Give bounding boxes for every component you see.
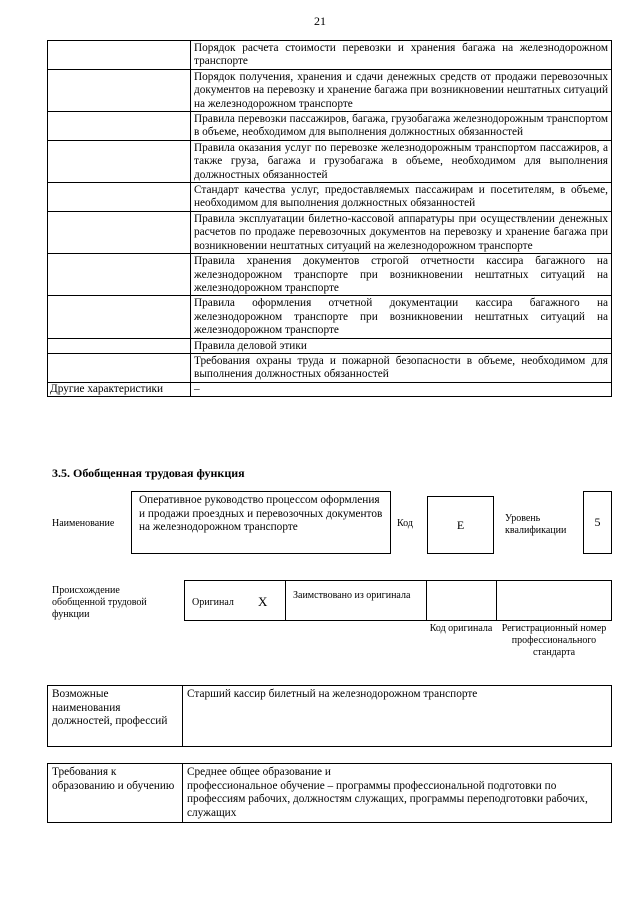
row-text: – xyxy=(191,382,612,396)
row-label xyxy=(48,338,191,353)
row-text: Правила хранения документов строгой отчетности кассира багажного на железнодорожном транспорте при возникновении нештатных ситуаций на железнодорожном транспорте xyxy=(191,254,612,296)
table-row xyxy=(48,254,612,296)
knowledge-table xyxy=(47,40,612,397)
original-label: Оригинал xyxy=(192,597,234,608)
row-label xyxy=(48,353,191,382)
row-text: Порядок получения, хранения и сдачи денежных средств от продажи перевозочных документов на перевозку и хранение багажа при возникновении нештатных ситуаций на железнодорожном транспорте xyxy=(191,69,612,111)
row-label xyxy=(48,211,191,253)
table-row xyxy=(48,112,612,141)
positions-table xyxy=(47,685,612,747)
table-row xyxy=(48,296,612,338)
table-row xyxy=(48,382,612,396)
row-text: Порядок расчета стоимости перевозки и хранения багажа на железнодорожном транспорте xyxy=(191,41,612,70)
row-label xyxy=(48,41,191,70)
table-row xyxy=(48,353,612,382)
row-label xyxy=(48,112,191,141)
table-row xyxy=(48,338,612,353)
name-label: Наименование xyxy=(52,518,115,529)
level-value: 5 xyxy=(583,491,612,554)
row-text: Правила оказания услуг по перевозке железнодорожным транспортом пассажиров, а также груза, багажа и грузобагажа в объеме, необходимом для выполнения должностных обязанностей xyxy=(191,140,612,182)
table-row xyxy=(48,69,612,111)
table-row xyxy=(48,764,612,823)
code-label: Код xyxy=(397,518,413,529)
reg-caption: Регистрационный номер профессионального стандарта xyxy=(501,623,607,658)
code-caption: Код оригинала xyxy=(429,623,493,634)
table-row xyxy=(48,41,612,70)
row-text: Правила оформления отчетной документации кассира багажного на железнодорожном транспорте при возникновении нештатных ситуаций на железнодорожном транспорте xyxy=(191,296,612,338)
row-label: Другие характеристики xyxy=(48,382,191,396)
page-number: 21 xyxy=(314,14,326,28)
row-text: Правила эксплуатации билетно-кассовой аппаратуры при осуществлении денежных расчетов по продаже перевозочных документов на перевозку и хранение багажа при возникновении нештатных ситуаций на железнодорожном транспорте xyxy=(191,211,612,253)
table-row xyxy=(48,140,612,182)
section-title: 3.5. Обобщенная трудовая функция xyxy=(52,466,245,480)
positions-value: Старший кассир билетный на железнодорожном транспорте xyxy=(183,686,612,747)
education-line: профессиональное обучение – программы профессиональной подготовки по профессиям рабочих, должностям служащих, программы переподготовки рабочих, служащих xyxy=(187,779,588,819)
code-value: E xyxy=(427,496,494,554)
education-value xyxy=(183,764,612,823)
row-text: Правила деловой этики xyxy=(191,338,612,353)
row-text: Требования охраны труда и пожарной безопасности в объеме, необходимом для выполнения должностных обязанностей xyxy=(191,353,612,382)
education-line: Среднее общее образование и xyxy=(187,766,331,778)
row-label xyxy=(48,140,191,182)
education-label: Требования к образованию и обучению xyxy=(48,764,183,823)
row-text: Стандарт качества услуг, предоставляемых пассажирам и посетителям, в объеме, необходимом для выполнения должностных обязанностей xyxy=(191,183,612,212)
name-value: Оперативное руководство процессом оформления и продажи проездных и перевозочных документов на железнодорожном транспорте xyxy=(131,491,391,554)
row-label xyxy=(48,296,191,338)
table-row xyxy=(48,686,612,747)
row-label xyxy=(48,183,191,212)
original-mark: X xyxy=(258,594,268,609)
education-table xyxy=(47,763,612,823)
positions-label: Возможные наименования должностей, профессий xyxy=(48,686,183,747)
table-row xyxy=(48,183,612,212)
table-row xyxy=(48,211,612,253)
row-label xyxy=(48,69,191,111)
row-label xyxy=(48,254,191,296)
level-label: Уровень квалификации xyxy=(505,513,567,536)
row-text: Правила перевозки пассажиров, багажа, грузобагажа железнодорожным транспортом в объеме, необходимом для выполнения должностных обязанностей xyxy=(191,112,612,141)
origin-label: Происхождение обобщенной трудовой функции xyxy=(52,585,147,620)
borrowed-label: Заимствовано из оригинала xyxy=(293,590,411,601)
